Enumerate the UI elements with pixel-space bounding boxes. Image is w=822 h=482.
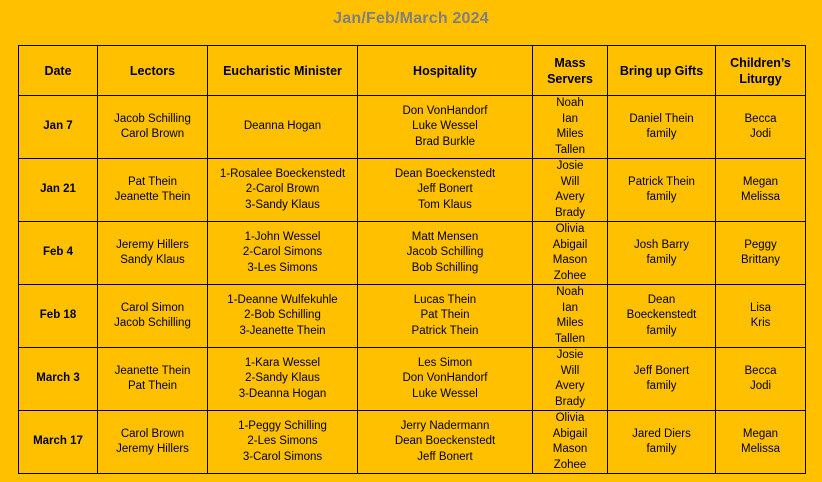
cell-line: Will bbox=[560, 364, 580, 377]
cell-line: Don VonHandorf bbox=[402, 104, 488, 117]
page-title: Jan/Feb/March 2024 bbox=[333, 10, 489, 27]
bring-up-gifts-cell bbox=[608, 411, 716, 474]
cell-line: Pat Thein bbox=[127, 175, 177, 188]
cell-line: Becca bbox=[744, 364, 777, 377]
cell-line: 2-Carol Brown bbox=[245, 183, 320, 196]
cell-line: Luke Wessel bbox=[412, 387, 478, 400]
cell-line: Pat Thein bbox=[127, 380, 177, 392]
cell-line: 1-Rosalee Boeckenstedt bbox=[219, 167, 346, 180]
childrens-liturgy-cell bbox=[716, 159, 806, 222]
hospitality-cell bbox=[358, 348, 533, 411]
header-hospitality: Hospitality bbox=[358, 46, 533, 96]
cell-line: Pat Thein bbox=[420, 309, 470, 322]
mass-servers-cell bbox=[533, 348, 608, 411]
cell-line: family bbox=[646, 380, 677, 392]
hospitality-cell bbox=[358, 222, 533, 285]
cell-line: Tallen bbox=[554, 143, 586, 156]
cell-line: Brady bbox=[554, 395, 586, 408]
cell-line: Jodi bbox=[749, 380, 772, 392]
header-row bbox=[19, 46, 806, 96]
header-childrens-liturgy: Children’s Liturgy bbox=[716, 46, 806, 96]
cell-line: Mason bbox=[552, 254, 588, 266]
date-cell: Jan 21 bbox=[19, 159, 98, 222]
header-date: Date bbox=[19, 46, 98, 96]
cell-line: Deanna Hogan bbox=[243, 120, 322, 133]
cell-line: family bbox=[646, 254, 677, 266]
cell-line: 1-John Wessel bbox=[244, 230, 321, 243]
cell-line: Luke Wessel bbox=[412, 120, 478, 133]
lectors-cell bbox=[98, 159, 208, 222]
eucharistic-minister-cell bbox=[208, 96, 358, 159]
hospitality-cell bbox=[358, 285, 533, 348]
cell-line: Jacob Schilling bbox=[406, 246, 484, 259]
childrens-liturgy-cell bbox=[716, 348, 806, 411]
cell-line: Carol Simon bbox=[120, 301, 185, 314]
header-lectors: Lectors bbox=[98, 46, 208, 96]
cell-line: Jacob Schilling bbox=[114, 317, 191, 329]
date-cell: Feb 18 bbox=[19, 285, 98, 348]
childrens-liturgy-cell bbox=[716, 96, 806, 159]
cell-line: Jacob Schilling bbox=[114, 112, 191, 125]
table-row bbox=[19, 348, 806, 411]
cell-line: 1-Peggy Schilling bbox=[238, 419, 327, 432]
cell-line: Noah bbox=[556, 97, 584, 109]
cell-line: 2-Les Simons bbox=[247, 435, 318, 448]
table-row bbox=[19, 96, 806, 159]
cell-line: Jared Diers bbox=[632, 427, 691, 440]
cell-line: Jeremy Hillers bbox=[116, 238, 189, 251]
cell-line: Jerry Nadermann bbox=[400, 419, 490, 432]
cell-line: Megan bbox=[742, 427, 779, 440]
cell-line: Avery bbox=[555, 191, 585, 203]
eucharistic-minister-cell bbox=[208, 348, 358, 411]
hospitality-cell bbox=[358, 159, 533, 222]
cell-line: Jeanette Thein bbox=[114, 364, 191, 377]
cell-line: 3-Deanna Hogan bbox=[238, 387, 327, 400]
date-cell: March 17 bbox=[19, 411, 98, 474]
cell-line: Melissa bbox=[741, 443, 780, 455]
cell-line: Olivia bbox=[555, 223, 585, 235]
cell-line: Dean Boeckenstedt bbox=[394, 435, 496, 448]
hospitality-cell bbox=[358, 96, 533, 159]
hospitality-cell bbox=[358, 411, 533, 474]
lectors-cell bbox=[98, 411, 208, 474]
cell-line: family bbox=[646, 191, 677, 203]
cell-line: Carol Brown bbox=[120, 427, 185, 440]
cell-line: Matt Mensen bbox=[411, 230, 479, 243]
cell-line: Sandy Klaus bbox=[120, 254, 185, 266]
cell-line: Miles bbox=[556, 317, 584, 329]
cell-line: Zohee bbox=[553, 269, 587, 282]
header-eucharistic-minister: Eucharistic Minister bbox=[208, 46, 358, 96]
mass-servers-cell bbox=[533, 411, 608, 474]
cell-line: Patrick Thein bbox=[628, 175, 695, 188]
cell-line: 1-Deanne Wulfekuhle bbox=[227, 293, 338, 306]
cell-line: Josh Barry bbox=[634, 238, 689, 251]
cell-line: Dean bbox=[647, 293, 676, 306]
cell-line: Jeff Bonert bbox=[417, 183, 473, 196]
cell-line: Kris bbox=[750, 317, 771, 329]
header-mass-servers: Mass Servers bbox=[533, 46, 608, 96]
cell-line: family bbox=[646, 128, 677, 140]
cell-line: Olivia bbox=[555, 412, 585, 424]
cell-line: Zohee bbox=[553, 458, 587, 471]
schedule-table bbox=[18, 45, 806, 474]
cell-line: 2-Sandy Klaus bbox=[245, 372, 320, 385]
cell-line: Abigail bbox=[552, 238, 588, 251]
cell-line: Melissa bbox=[741, 191, 780, 203]
mass-servers-cell bbox=[533, 222, 608, 285]
cell-line: Tallen bbox=[554, 332, 586, 345]
cell-line: Becca bbox=[744, 112, 777, 125]
eucharistic-minister-cell bbox=[208, 285, 358, 348]
childrens-liturgy-cell bbox=[716, 222, 806, 285]
cell-line: Tom Klaus bbox=[418, 198, 472, 211]
cell-line: Will bbox=[560, 175, 580, 188]
cell-line: 3-Jeanette Thein bbox=[239, 324, 326, 337]
cell-line: Josie bbox=[556, 349, 584, 361]
eucharistic-minister-cell bbox=[208, 411, 358, 474]
lectors-cell bbox=[98, 96, 208, 159]
cell-line: Josie bbox=[556, 160, 584, 172]
bring-up-gifts-cell bbox=[608, 159, 716, 222]
cell-line: Patrick Thein bbox=[411, 324, 479, 337]
cell-line: Dean Boeckenstedt bbox=[394, 167, 496, 180]
cell-line: 3-Sandy Klaus bbox=[245, 198, 320, 211]
cell-line: Avery bbox=[555, 380, 585, 392]
childrens-liturgy-cell bbox=[716, 285, 806, 348]
cell-line: Lisa bbox=[749, 301, 772, 314]
table-row bbox=[19, 411, 806, 474]
date-cell: Jan 7 bbox=[19, 96, 98, 159]
cell-line: 3-Les Simons bbox=[247, 261, 318, 274]
cell-line: 1-Kara Wessel bbox=[244, 356, 321, 369]
eucharistic-minister-cell bbox=[208, 222, 358, 285]
lectors-cell bbox=[98, 348, 208, 411]
date-cell: Feb 4 bbox=[19, 222, 98, 285]
mass-servers-cell bbox=[533, 96, 608, 159]
cell-line: 2-Bob Schilling bbox=[244, 309, 321, 322]
cell-line: Brady bbox=[554, 206, 586, 219]
bring-up-gifts-cell bbox=[608, 285, 716, 348]
cell-line: family bbox=[646, 324, 677, 337]
cell-line: Peggy bbox=[744, 238, 777, 251]
lectors-cell bbox=[98, 222, 208, 285]
cell-line: Daniel Thein bbox=[629, 112, 694, 125]
cell-line: Carol Brown bbox=[120, 128, 185, 140]
cell-line: Lucas Thein bbox=[413, 293, 477, 306]
cell-line: Megan bbox=[742, 175, 779, 188]
cell-line: Noah bbox=[556, 286, 584, 298]
table-row bbox=[19, 159, 806, 222]
bring-up-gifts-cell bbox=[608, 96, 716, 159]
table-row bbox=[19, 222, 806, 285]
schedule-body bbox=[19, 96, 806, 474]
cell-line: 3-Carol Simons bbox=[242, 450, 323, 463]
cell-line: 2-Carol Simons bbox=[242, 246, 323, 259]
cell-line: family bbox=[646, 443, 677, 455]
header-bring-up-gifts: Bring up Gifts bbox=[608, 46, 716, 96]
cell-line: Miles bbox=[556, 128, 584, 140]
childrens-liturgy-cell bbox=[716, 411, 806, 474]
mass-servers-cell bbox=[533, 285, 608, 348]
cell-line: Les Simon bbox=[417, 356, 473, 369]
cell-line: Jeff Bonert bbox=[417, 450, 473, 463]
cell-line: Jeanette Thein bbox=[114, 191, 191, 203]
cell-line: Abigail bbox=[552, 427, 588, 440]
cell-line: Bob Schilling bbox=[411, 261, 479, 274]
cell-line: Don VonHandorf bbox=[402, 372, 488, 385]
cell-line: Jodi bbox=[749, 128, 772, 140]
cell-line: Boeckenstedt bbox=[626, 309, 697, 322]
bring-up-gifts-cell bbox=[608, 348, 716, 411]
eucharistic-minister-cell bbox=[208, 159, 358, 222]
cell-line: Brad Burkle bbox=[414, 135, 476, 148]
date-cell: March 3 bbox=[19, 348, 98, 411]
table-row bbox=[19, 285, 806, 348]
cell-line: Brittany bbox=[741, 254, 780, 266]
bring-up-gifts-cell bbox=[608, 222, 716, 285]
cell-line: Jeff Bonert bbox=[633, 364, 690, 377]
cell-line: Ian bbox=[562, 301, 578, 314]
cell-line: Ian bbox=[562, 112, 578, 125]
cell-line: Jeremy Hillers bbox=[116, 443, 189, 455]
lectors-cell bbox=[98, 285, 208, 348]
cell-line: Mason bbox=[552, 443, 588, 455]
mass-servers-cell bbox=[533, 159, 608, 222]
